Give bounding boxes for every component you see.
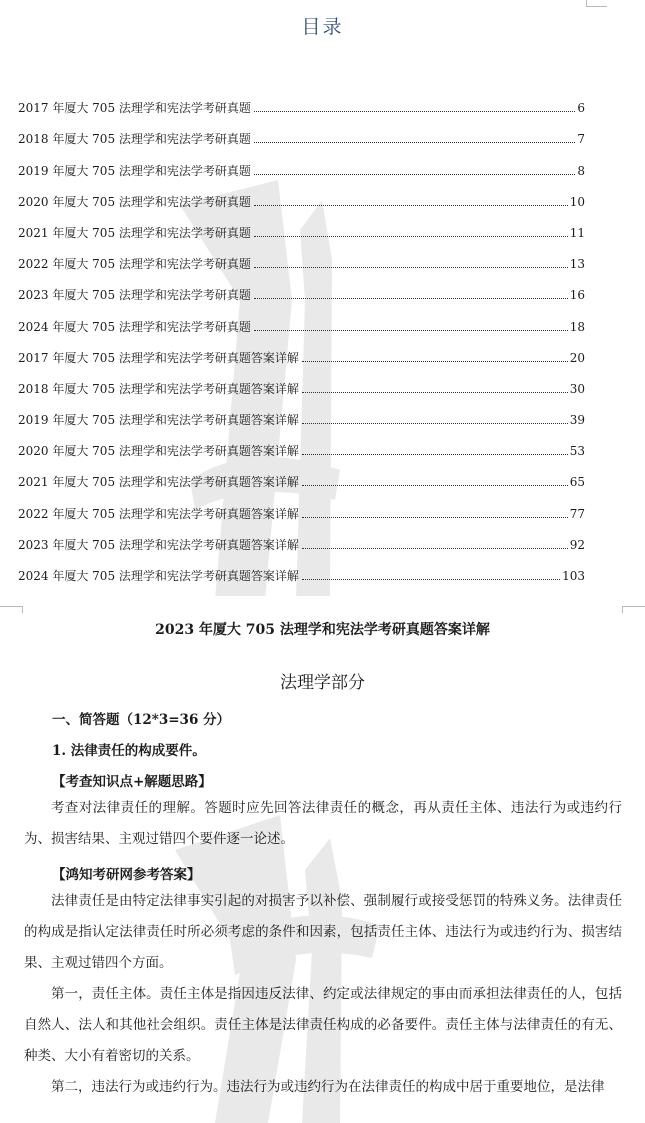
- toc-entry-label: 2021 年厦大 705 法理学和宪法学考研真题: [18, 225, 251, 240]
- toc-entry[interactable]: [18, 146, 585, 177]
- toc-leader-dots: [254, 267, 568, 268]
- toc-entry-page: 18: [569, 319, 585, 334]
- section-title: 法理学部分: [280, 673, 365, 693]
- toc-entry-page: 8: [577, 163, 585, 178]
- page-corner-mark: [586, 0, 607, 7]
- analysis-heading: 【考查知识点+解题思路】: [52, 774, 212, 790]
- answer-paragraph: 法律责任是由特定法律事实引起的对损害予以补偿、强制履行或接受惩罚的特殊义务。法律责任的构成是指认定法律责任时所必须考虑的条件和因素，包括责任主体、违法行为或违约行为、损害结果、主观过错四个方面。: [24, 893, 622, 971]
- toc-leader-dots: [302, 392, 568, 393]
- toc-leader-dots: [254, 205, 568, 206]
- answer-page: [0, 612, 645, 1123]
- toc-entry-label: 2024 年厦大 705 法理学和宪法学考研真题答案详解: [18, 569, 299, 583]
- toc-entry[interactable]: [18, 489, 585, 520]
- question-heading: 1. 法律责任的构成要件。: [52, 743, 206, 759]
- toc-entry-label: 2018 年厦大 705 法理学和宪法学考研真题答案详解: [18, 381, 299, 396]
- toc-leader-dots: [302, 454, 568, 455]
- toc-entry[interactable]: [18, 178, 585, 209]
- toc-entry-label: 2023 年厦大 705 法理学和宪法学考研真题: [18, 288, 251, 303]
- toc-leader-dots: [302, 579, 560, 580]
- toc-leader-dots: [254, 298, 568, 299]
- answer-paragraph: 第一，责任主体。责任主体是指因违反法律、约定或法律规定的事由而承担法律责任的人，包括自然人、法人和其他社会组织。责任主体是法律责任构成的必备要件。责任主体与法律责任的有无、种类、大小有着密切的关系。: [24, 986, 622, 1064]
- toc-leader-dots: [254, 236, 568, 237]
- toc-entry[interactable]: [18, 552, 585, 583]
- answer-paragraph: 第二，违法行为或违约行为。违法行为或违约行为在法律责任的构成中居于重要地位，是法律: [51, 1079, 605, 1095]
- toc-entry-label: 2020 年厦大 705 法理学和宪法学考研真题: [18, 194, 251, 209]
- page-break: [0, 596, 645, 612]
- toc-leader-dots: [302, 548, 568, 549]
- toc-entry-label: 2019 年厦大 705 法理学和宪法学考研真题: [18, 163, 251, 178]
- toc-entry-label: 2024 年厦大 705 法理学和宪法学考研真题: [18, 319, 251, 334]
- toc-entry[interactable]: [18, 302, 585, 333]
- toc-entry-page: 53: [569, 444, 585, 459]
- part-heading: 一、简答题（12*3=36 分）: [52, 712, 231, 728]
- toc-leader-dots: [254, 174, 575, 175]
- toc-entry[interactable]: [18, 365, 585, 396]
- toc-entry-page: 20: [569, 350, 585, 365]
- toc-entry-label: 2017 年厦大 705 法理学和宪法学考研真题答案详解: [18, 350, 299, 365]
- toc-leader-dots: [302, 517, 568, 518]
- toc-entry-label: 2020 年厦大 705 法理学和宪法学考研真题答案详解: [18, 444, 299, 459]
- toc-entry[interactable]: [18, 521, 585, 552]
- toc-entry-page: 77: [569, 506, 585, 521]
- analysis-paragraph: 考查对法律责任的理解。答题时应先回答法律责任的概念，再从责任主体、违法行为或违约行为、损害结果、主观过错四个要件逐一论述。: [24, 800, 622, 847]
- toc-entry-page: 30: [569, 381, 585, 396]
- toc-entry-page: 39: [569, 413, 585, 428]
- toc-entry-page: 65: [569, 475, 585, 490]
- toc-entry-label: 2023 年厦大 705 法理学和宪法学考研真题答案详解: [18, 537, 299, 552]
- toc-entry-page: 7: [577, 132, 585, 147]
- toc-entry[interactable]: [18, 271, 585, 302]
- toc-entry-label: 2019 年厦大 705 法理学和宪法学考研真题答案详解: [18, 413, 299, 428]
- toc-entry-page: 92: [569, 537, 585, 552]
- toc-entry[interactable]: [18, 240, 585, 271]
- toc-leader-dots: [254, 142, 575, 143]
- toc-entry-page: 13: [569, 257, 585, 272]
- toc-list: [18, 84, 585, 583]
- toc-entry-page: 6: [577, 101, 585, 116]
- document-title: 2023 年厦大 705 法理学和宪法学考研真题答案详解: [155, 622, 490, 638]
- toc-entry-label: 2018 年厦大 705 法理学和宪法学考研真题: [18, 132, 251, 147]
- toc-leader-dots: [254, 330, 568, 331]
- toc-entry-page: 11: [569, 225, 585, 240]
- toc-entry[interactable]: [18, 84, 585, 115]
- toc-entry[interactable]: [18, 115, 585, 146]
- toc-entry[interactable]: [18, 427, 585, 458]
- toc-leader-dots: [302, 361, 568, 362]
- toc-entry[interactable]: [18, 209, 585, 240]
- answer-heading: 【鸿知考研网参考答案】: [52, 867, 201, 883]
- toc-leader-dots: [302, 485, 568, 486]
- toc-leader-dots: [302, 423, 568, 424]
- toc-entry-page: 16: [569, 288, 585, 303]
- toc-entry-label: 2021 年厦大 705 法理学和宪法学考研真题答案详解: [18, 475, 299, 490]
- toc-entry-label: 2017 年厦大 705 法理学和宪法学考研真题: [18, 101, 251, 116]
- toc-title: 目录: [301, 16, 344, 38]
- toc-entry-label: 2022 年厦大 705 法理学和宪法学考研真题答案详解: [18, 506, 299, 521]
- toc-entry-page: 103: [562, 569, 585, 583]
- toc-entry[interactable]: [18, 458, 585, 489]
- toc-leader-dots: [254, 111, 575, 112]
- toc-entry[interactable]: [18, 334, 585, 365]
- toc-entry-page: 10: [569, 194, 585, 209]
- toc-entry-label: 2022 年厦大 705 法理学和宪法学考研真题: [18, 257, 251, 272]
- toc-entry[interactable]: [18, 396, 585, 427]
